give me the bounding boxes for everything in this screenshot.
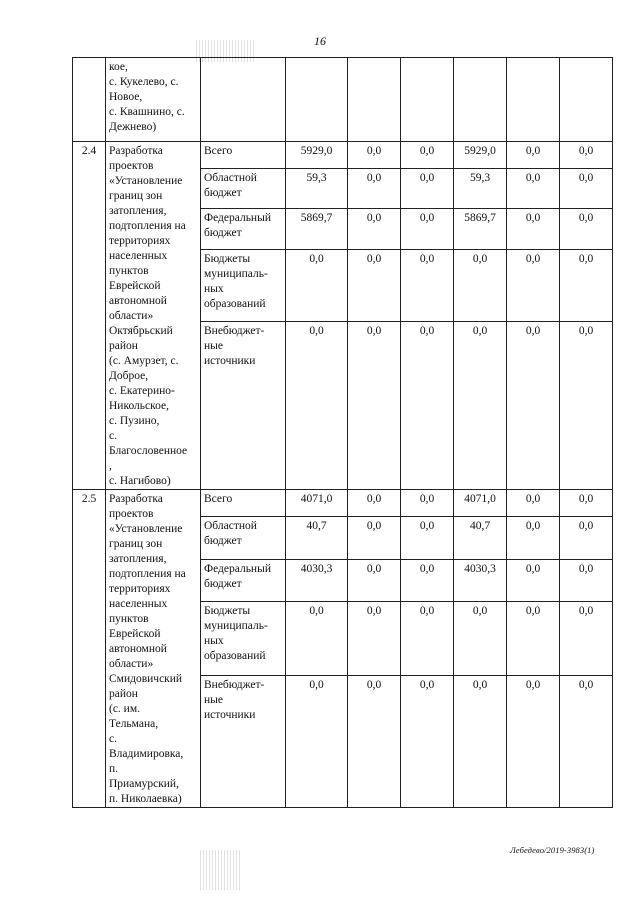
amount-cell: 0,0 <box>401 559 454 601</box>
measure-name-cell <box>106 490 201 808</box>
amount-cell: 0,0 <box>401 517 454 559</box>
amount-cell: 0,0 <box>507 250 560 321</box>
amount-cell: 0,0 <box>401 601 454 675</box>
amount-cell: 0,0 <box>401 168 454 209</box>
amount-cell: 0,0 <box>454 601 507 675</box>
amount-cell: 0,0 <box>286 601 348 675</box>
item-index: 2.5 <box>81 493 97 505</box>
amount-cell: 59,3 <box>454 168 507 209</box>
continuation-row <box>73 58 613 142</box>
amount-cell: 0,0 <box>348 559 401 601</box>
funding-source-extrabudget: Внебюджет- ные источники <box>201 675 286 807</box>
amount-cell: 0,0 <box>560 250 613 321</box>
amount-cell: 0,0 <box>507 559 560 601</box>
budget-row-total <box>73 490 613 517</box>
amount-cell: 0,0 <box>507 601 560 675</box>
funding-source-federal: Федеральный бюджет <box>201 209 286 250</box>
budget-table <box>72 57 613 808</box>
index-cell <box>73 490 106 808</box>
amount-cell: 0,0 <box>560 559 613 601</box>
amount-cell: 0,0 <box>507 142 560 169</box>
amount-cell: 0,0 <box>348 168 401 209</box>
funding-source-regional: Областной бюджет <box>201 517 286 559</box>
amount-cell: 0,0 <box>454 321 507 489</box>
amount-cell: 0,0 <box>560 209 613 250</box>
scan-artifact <box>200 850 240 890</box>
amount-cell: 0,0 <box>507 209 560 250</box>
amount-cell: 0,0 <box>401 675 454 807</box>
amount-cell: 0,0 <box>507 675 560 807</box>
budget-row-total <box>73 142 613 169</box>
measure-name-cell <box>106 58 201 142</box>
amount-cell: 0,0 <box>560 675 613 807</box>
funding-source-municipal: Бюджеты муниципаль- ных образований <box>201 250 286 321</box>
amount-cell: 5869,7 <box>286 209 348 250</box>
funding-source-total: Всего <box>201 490 286 517</box>
amount-cell: 4071,0 <box>454 490 507 517</box>
amount-cell: 4030,3 <box>454 559 507 601</box>
items-body <box>73 142 613 808</box>
amount-cell: 0,0 <box>454 675 507 807</box>
amount-cell: 0,0 <box>286 250 348 321</box>
amount-cell: 40,7 <box>454 517 507 559</box>
page-number: 16 <box>314 34 326 48</box>
amount-cell: 0,0 <box>348 321 401 489</box>
amount-cell: 0,0 <box>348 142 401 169</box>
index-cell <box>73 58 106 142</box>
funding-source-total: Всего <box>201 142 286 169</box>
amount-cell: 0,0 <box>401 490 454 517</box>
amount-cell: 4030,3 <box>286 559 348 601</box>
amount-cell: 0,0 <box>507 490 560 517</box>
amount-cell: 5929,0 <box>454 142 507 169</box>
amount-cell: 0,0 <box>560 142 613 169</box>
index-cell <box>73 142 106 490</box>
funding-source-municipal: Бюджеты муниципаль- ных образований <box>201 601 286 675</box>
amount-cell: 0,0 <box>560 601 613 675</box>
amount-cell: 0,0 <box>401 142 454 169</box>
amount-cell: 0,0 <box>507 168 560 209</box>
funding-source-extrabudget: Внебюджет- ные источники <box>201 321 286 489</box>
amount-cell: 0,0 <box>286 321 348 489</box>
amount-cell: 0,0 <box>348 517 401 559</box>
amount-cell: 0,0 <box>401 250 454 321</box>
amount-cell: 5929,0 <box>286 142 348 169</box>
amount-cell: 0,0 <box>348 490 401 517</box>
amount-cell: 5869,7 <box>454 209 507 250</box>
amount-cell: 0,0 <box>401 321 454 489</box>
amount-cell: 0,0 <box>454 250 507 321</box>
amount-cell: 40,7 <box>286 517 348 559</box>
document-id: Лебедево/2019-3983(1) <box>510 845 595 855</box>
amount-cell: 0,0 <box>560 490 613 517</box>
amount-cell: 0,0 <box>560 321 613 489</box>
amount-cell: 0,0 <box>560 168 613 209</box>
measure-name: кое, с. Кукелево, с. Новое, с. Квашнино, с. Дежнево) <box>109 61 185 133</box>
measure-name: Разработка проектов «Установление границ зон затопления, подтопления на территориях населенных пунктов Еврейской автономной области» Смидовичский район (с. им. Тельмана, с. Владимировка, п. Приамурский, п. Николаевка) <box>109 493 186 805</box>
measure-name: Разработка проектов «Установление границ зон затопления, подтопления на территориях населенных пунктов Еврейской автономной области» Октябрьский район (с. Амурзет, с. Доброе, с. Екатерино- Никольское, с. Пузино, с. Благословенное , с. Нагибово) <box>109 145 188 487</box>
amount-cell: 0,0 <box>348 601 401 675</box>
measure-name-cell <box>106 142 201 490</box>
amount-cell: 59,3 <box>286 168 348 209</box>
item-index: 2.4 <box>81 145 97 157</box>
amount-cell: 0,0 <box>507 517 560 559</box>
amount-cell: 0,0 <box>348 250 401 321</box>
amount-cell: 0,0 <box>348 675 401 807</box>
amount-cell: 4071,0 <box>286 490 348 517</box>
amount-cell: 0,0 <box>507 321 560 489</box>
amount-cell: 0,0 <box>401 209 454 250</box>
amount-cell: 0,0 <box>286 675 348 807</box>
amount-cell: 0,0 <box>348 209 401 250</box>
funding-source-federal: Федеральный бюджет <box>201 559 286 601</box>
funding-source-regional: Областной бюджет <box>201 168 286 209</box>
amount-cell: 0,0 <box>560 517 613 559</box>
